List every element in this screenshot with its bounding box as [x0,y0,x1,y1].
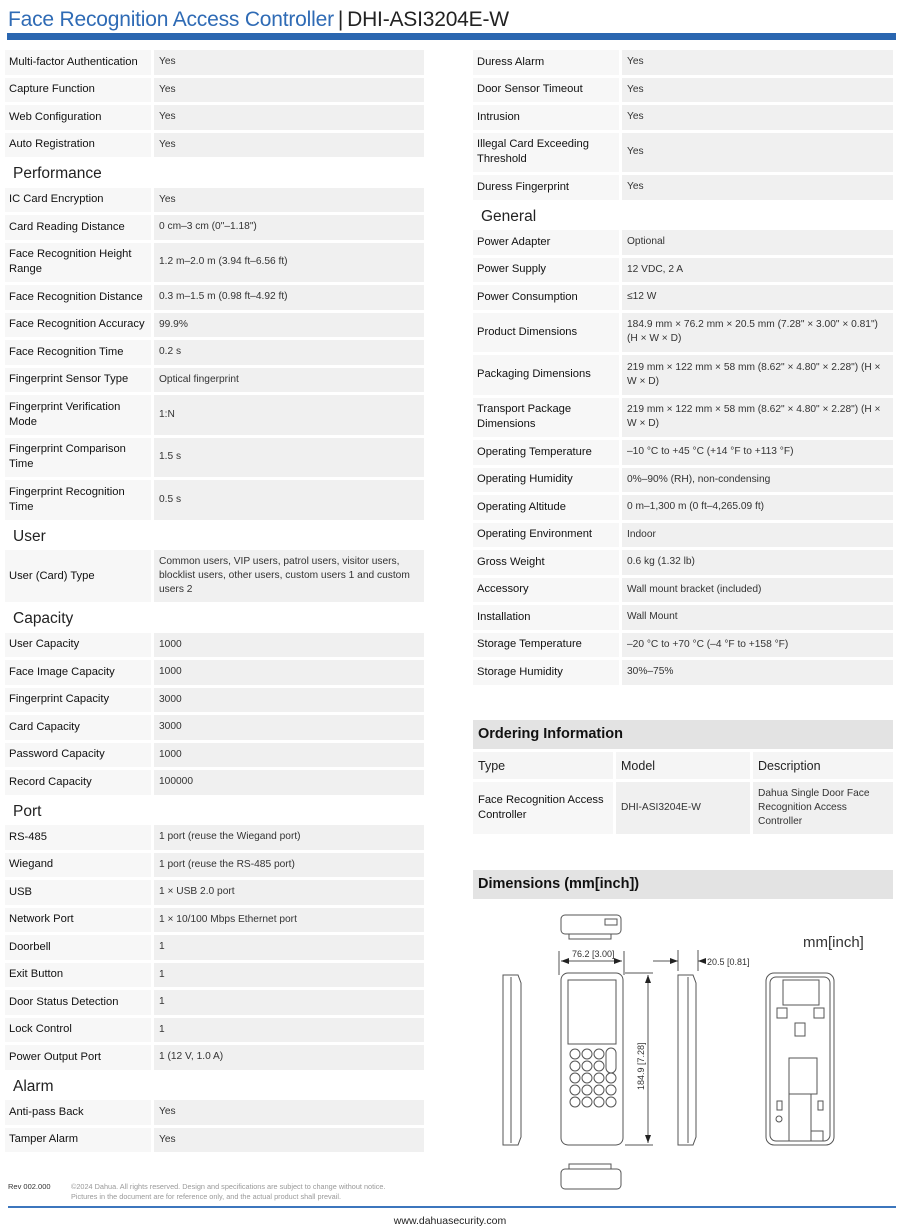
ordering-information-title: Ordering Information [473,720,893,749]
spec-label: Fingerprint Recognition Time [5,480,151,520]
spec-row [5,1045,424,1070]
spec-value: Yes [154,50,424,75]
spec-row [5,633,424,658]
depth-label: 20.5 [0.81] [707,957,750,967]
column-header-description: Description [753,752,893,779]
spec-value: Yes [154,105,424,130]
spec-value: 1 port (reuse the Wiegand port) [154,825,424,850]
spec-label: Face Recognition Time [5,340,151,365]
spec-value: 1 [154,963,424,988]
spec-value: Yes [154,78,424,103]
spec-label: Door Sensor Timeout [473,78,619,103]
spec-label: Fingerprint Comparison Time [5,438,151,478]
section-title-user: User [13,527,46,545]
spec-label: Face Recognition Accuracy [5,313,151,338]
spec-value: 1000 [154,660,424,685]
dimensions-title: Dimensions (mm[inch]) [473,870,893,899]
spec-label: Network Port [5,908,151,933]
spec-value: 1000 [154,633,424,658]
spec-row [5,368,424,393]
spec-value: –10 °C to +45 °C (+14 °F to +113 °F) [622,440,893,465]
spec-row [473,133,893,173]
section-title-capacity: Capacity [13,610,74,627]
spec-label: USB [5,880,151,905]
spec-row [5,1128,424,1153]
spec-row [5,395,424,435]
spec-row [5,215,424,240]
spec-row [473,313,893,353]
spec-value: 219 mm × 122 mm × 58 mm (8.62" × 4.80" × 2.28") (H × W × D) [622,355,893,395]
spec-row [5,853,424,878]
spec-value: Yes [154,1128,424,1153]
spec-label: Wiegand [5,853,151,878]
spec-value: Yes [154,188,424,213]
spec-value: 1 port (reuse the RS-485 port) [154,853,424,878]
spec-label: Face Recognition Height Range [5,243,151,283]
spec-label: Operating Humidity [473,468,619,493]
spec-value: Yes [154,1100,424,1125]
column-header-type: Type [473,752,613,779]
spec-row [5,105,424,130]
spec-row [5,285,424,310]
spec-row [473,78,893,103]
spec-value: 1 [154,990,424,1015]
spec-value: Yes [622,133,893,173]
keypad [570,1048,616,1107]
spec-label: Auto Registration [5,133,151,158]
spec-label: Power Supply [473,258,619,283]
title-separator: | [337,8,344,31]
spec-row [5,438,424,478]
spec-row [473,355,893,395]
spec-row [5,340,424,365]
spec-value: Yes [622,105,893,130]
spec-row [5,243,424,283]
ordering-model: DHI-ASI3204E-W [616,782,750,834]
spec-row [473,578,893,603]
spec-value: ≤12 W [622,285,893,310]
spec-value: 12 VDC, 2 A [622,258,893,283]
spec-value: Yes [622,78,893,103]
spec-label: Packaging Dimensions [473,355,619,395]
device-right-side-view [678,975,696,1145]
height-label: 184.9 [7.28] [636,1042,646,1090]
spec-label: Installation [473,605,619,630]
spec-value: 219 mm × 122 mm × 58 mm (8.62" × 4.80" × 2.28") (H × W × D) [622,398,893,438]
spec-value: 100000 [154,770,424,795]
spec-row [5,550,424,602]
spec-row [473,550,893,575]
model-number: DHI-ASI3204E-W [347,8,509,31]
spec-group-alarm-continued [473,50,893,200]
spec-group-capacity [5,633,424,795]
spec-label: Power Output Port [5,1045,151,1070]
spec-value: 3000 [154,688,424,713]
device-bottom-view [561,1164,621,1189]
spec-label: Anti-pass Back [5,1100,151,1125]
spec-row [5,313,424,338]
spec-group-port [5,825,424,1070]
ordering-table-header [473,752,893,779]
spec-value: 0%–90% (RH), non-condensing [622,468,893,493]
spec-label: Record Capacity [5,770,151,795]
spec-label: User Capacity [5,633,151,658]
spec-value: 1 [154,1018,424,1043]
depth-dimension-line [653,950,706,971]
spec-value: 0.6 kg (1.32 lb) [622,550,893,575]
spec-value: 1 × 10/100 Mbps Ethernet port [154,908,424,933]
device-back-view [766,973,834,1145]
spec-row [5,1018,424,1043]
spec-label: Power Consumption [473,285,619,310]
section-title-alarm: Alarm [13,1077,54,1095]
spec-label: Transport Package Dimensions [473,398,619,438]
right-spec-column [473,50,893,688]
spec-value: Indoor [622,523,893,548]
spec-value: 30%–75% [622,660,893,685]
spec-label: Lock Control [5,1018,151,1043]
spec-row [473,105,893,130]
website-link[interactable]: www.dahuasecurity.com [393,1215,507,1227]
spec-value: 184.9 mm × 76.2 mm × 20.5 mm (7.28" × 3.00" × 0.81") (H × W × D) [622,313,893,353]
spec-row [5,743,424,768]
spec-row [5,825,424,850]
spec-label: Exit Button [5,963,151,988]
spec-value: Optical fingerprint [154,368,424,393]
spec-label: Gross Weight [473,550,619,575]
spec-value: –20 °C to +70 °C (–4 °F to +158 °F) [622,633,893,658]
column-header-model: Model [616,752,750,779]
spec-row [473,633,893,658]
spec-row [5,188,424,213]
spec-label: Face Image Capacity [5,660,151,685]
spec-value: 0 m–1,300 m (0 ft–4,265.09 ft) [622,495,893,520]
spec-row [473,660,893,685]
spec-label: Operating Temperature [473,440,619,465]
spec-row [473,230,893,255]
copyright-notice [71,1182,385,1202]
spec-label: Power Adapter [473,230,619,255]
spec-label: Password Capacity [5,743,151,768]
left-spec-column [5,50,424,1155]
spec-label: Duress Alarm [473,50,619,75]
spec-label: Multi-factor Authentication [5,50,151,75]
spec-group-alarm [5,1100,424,1152]
spec-label: Storage Temperature [473,633,619,658]
spec-row [473,495,893,520]
section-title-performance: Performance [13,165,102,182]
spec-label: Tamper Alarm [5,1128,151,1153]
header-accent-bar [7,33,896,40]
spec-group-user [5,550,424,602]
spec-row [473,398,893,438]
spec-value: 0.2 s [154,340,424,365]
spec-label: Web Configuration [5,105,151,130]
spec-row [473,258,893,283]
spec-label: Duress Fingerprint [473,175,619,200]
spec-row [5,133,424,158]
copyright-line-2: Pictures in the document are for reference only, and the actual product shall prevail. [71,1192,341,1201]
spec-label: Operating Altitude [473,495,619,520]
ordering-table [473,752,893,837]
spec-value: Wall Mount [622,605,893,630]
spec-label: Intrusion [473,105,619,130]
spec-value: 0.3 m–1.5 m (0.98 ft–4.92 ft) [154,285,424,310]
spec-row [5,880,424,905]
spec-group-performance [5,188,424,520]
spec-value: Yes [622,50,893,75]
spec-value: Common users, VIP users, patrol users, visitor users, blocklist users, other users, custom users 1 and custom users 2 [154,550,424,602]
width-label: 76.2 [3.00] [572,949,615,959]
spec-row [5,990,424,1015]
spec-value: 1000 [154,743,424,768]
spec-label: Door Status Detection [5,990,151,1015]
spec-label: User (Card) Type [5,550,151,602]
footer-divider [8,1206,896,1208]
spec-row [473,50,893,75]
spec-value: 1 (12 V, 1.0 A) [154,1045,424,1070]
spec-row [5,908,424,933]
spec-label: Fingerprint Verification Mode [5,395,151,435]
spec-value: Optional [622,230,893,255]
device-left-side-view [503,975,521,1145]
spec-label: Capture Function [5,78,151,103]
section-title-port: Port [13,802,42,820]
spec-label: Fingerprint Capacity [5,688,151,713]
spec-value: 1.5 s [154,438,424,478]
spec-row [5,715,424,740]
unit-label: mm[inch] [803,934,864,951]
spec-row [5,688,424,713]
spec-label: Doorbell [5,935,151,960]
spec-label: Card Capacity [5,715,151,740]
spec-label: Face Recognition Distance [5,285,151,310]
dimensions-drawing [473,905,893,1195]
spec-value: 3000 [154,715,424,740]
spec-row [473,468,893,493]
spec-row [5,1100,424,1125]
spec-label: Card Reading Distance [5,215,151,240]
spec-group-general [473,230,893,685]
ordering-type: Face Recognition Access Controller [473,782,613,834]
spec-row [5,935,424,960]
spec-row [5,50,424,75]
spec-label: Illegal Card Exceeding Threshold [473,133,619,173]
spec-label: Fingerprint Sensor Type [5,368,151,393]
spec-row [5,660,424,685]
spec-row [473,175,893,200]
spec-row [473,523,893,548]
spec-value: Wall mount bracket (included) [622,578,893,603]
device-top-view [561,915,621,939]
device-front-view [561,973,623,1145]
spec-group-top [5,50,424,157]
spec-label: Storage Humidity [473,660,619,685]
dimension-diagram [473,905,893,1195]
spec-value: 1.2 m–2.0 m (3.94 ft–6.56 ft) [154,243,424,283]
spec-value: 1 × USB 2.0 port [154,880,424,905]
copyright-line-1: ©2024 Dahua. All rights reserved. Design and specifications are subject to change without notice. [71,1182,386,1191]
spec-row [5,770,424,795]
spec-value: Yes [622,175,893,200]
spec-row [473,285,893,310]
spec-row [473,440,893,465]
spec-row [5,963,424,988]
spec-label: IC Card Encryption [5,188,151,213]
product-name: Face Recognition Access Controller [8,8,334,31]
spec-label: Operating Environment [473,523,619,548]
revision-number: Rev 002.000 [8,1182,51,1191]
spec-value: 99.9% [154,313,424,338]
spec-value: 0 cm–3 cm (0"–1.18") [154,215,424,240]
ordering-description: Dahua Single Door Face Recognition Access Controller [753,782,893,834]
spec-row [5,78,424,103]
spec-row [5,480,424,520]
spec-value: 0.5 s [154,480,424,520]
spec-value: 1:N [154,395,424,435]
section-title-general: General [481,207,537,225]
ordering-table-row [473,782,893,834]
page-title [8,6,509,34]
spec-label: Product Dimensions [473,313,619,353]
spec-row [473,605,893,630]
spec-value: 1 [154,935,424,960]
spec-label: RS-485 [5,825,151,850]
spec-label: Accessory [473,578,619,603]
spec-value: Yes [154,133,424,158]
